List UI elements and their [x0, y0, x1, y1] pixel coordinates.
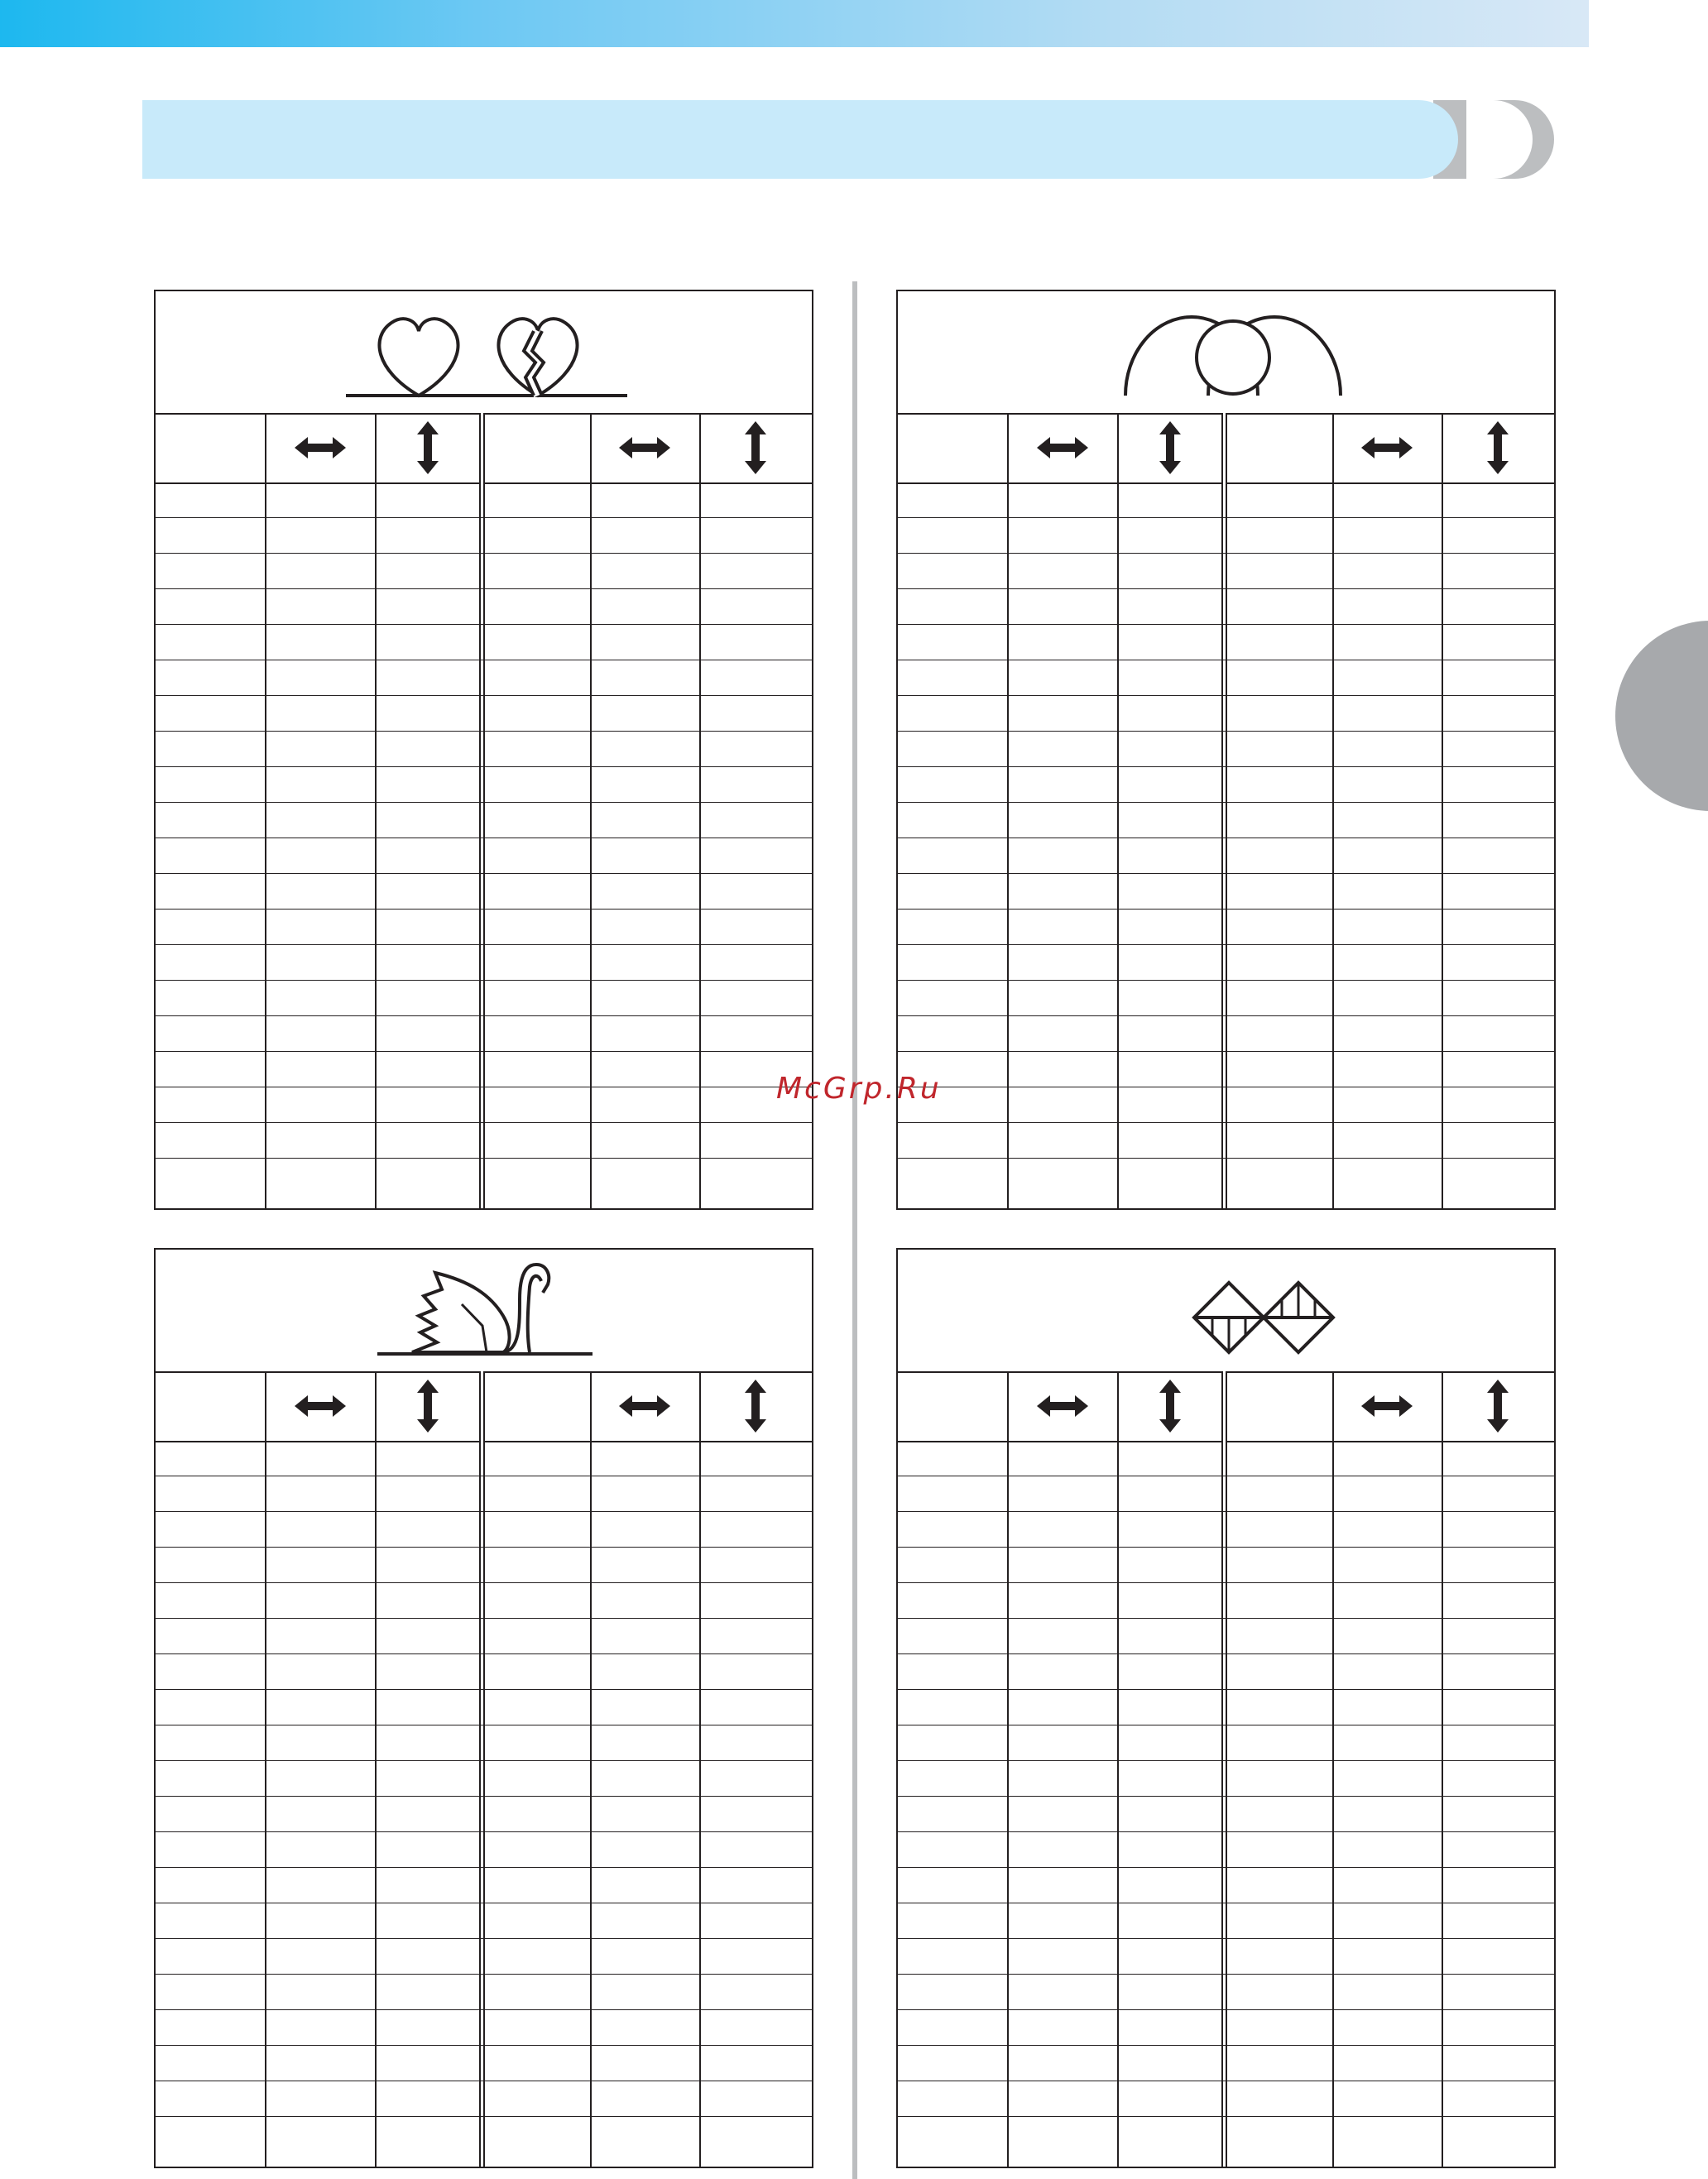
section-header-bar [142, 100, 1554, 179]
stitch-table-arcs [896, 290, 1556, 1210]
table-row [156, 2046, 812, 2081]
table-row [156, 981, 812, 1016]
vertical-arrow-icon [415, 1380, 440, 1437]
table-row [156, 1975, 812, 2010]
motif-header [898, 1250, 1554, 1373]
vertical-arrow-icon [743, 421, 768, 478]
table-row [156, 1441, 812, 1476]
table-row [156, 1619, 812, 1654]
table-row [156, 910, 812, 945]
horizontal-arrow-icon [1037, 1394, 1088, 1423]
table-row [156, 1939, 812, 1975]
table-row [898, 1939, 1554, 1975]
table-row [156, 945, 812, 981]
table-row [898, 1087, 1554, 1123]
horizontal-arrow-icon [295, 1394, 346, 1423]
table-row [156, 1123, 812, 1159]
table-body [156, 1441, 812, 2153]
table-row [156, 1548, 812, 1583]
table-row [898, 1903, 1554, 1939]
double-diamond-icon [898, 1250, 1554, 1371]
table-row [898, 589, 1554, 625]
table-row [898, 910, 1554, 945]
horizontal-arrow-icon [619, 435, 670, 464]
table-row [898, 767, 1554, 803]
vertical-arrow-icon [1485, 1380, 1510, 1437]
table-row [898, 482, 1554, 518]
stitch-table-hearts [154, 290, 813, 1210]
horizontal-arrow-icon [295, 435, 346, 464]
table-row [156, 518, 812, 554]
table-row [156, 554, 812, 589]
vertical-arrow-icon [743, 1380, 768, 1437]
motif-header [156, 291, 812, 415]
table-row [898, 1797, 1554, 1832]
table-body [898, 482, 1554, 1194]
horizontal-arrow-icon [1361, 1394, 1413, 1423]
table-row [156, 1512, 812, 1548]
table-row [156, 803, 812, 838]
table-row [156, 1868, 812, 1903]
table-row [898, 1512, 1554, 1548]
table-body [156, 482, 812, 1194]
vertical-arrow-icon [1485, 421, 1510, 478]
vertical-arrow-icon [1158, 1380, 1183, 1437]
horizontal-arrow-icon [1037, 435, 1088, 464]
table-row [156, 1583, 812, 1619]
table-row [898, 1690, 1554, 1725]
table-row [156, 1087, 812, 1123]
table-row [898, 1476, 1554, 1512]
column-divider [852, 281, 857, 2179]
table-row [898, 518, 1554, 554]
vertical-arrow-icon [1158, 421, 1183, 478]
table-row [156, 589, 812, 625]
arch-with-circle-icon [898, 291, 1554, 413]
table-row [156, 1159, 812, 1194]
table-row [898, 803, 1554, 838]
table-row [156, 696, 812, 732]
table-row [898, 838, 1554, 874]
table-row [898, 945, 1554, 981]
table-row [898, 2046, 1554, 2081]
table-row [156, 1761, 812, 1797]
table-row [898, 2010, 1554, 2046]
table-row [898, 625, 1554, 660]
table-row [898, 1975, 1554, 2010]
table-row [156, 2081, 812, 2117]
stitch-table-swan [154, 1248, 813, 2168]
horizontal-arrow-icon [619, 1394, 670, 1423]
table-row [898, 1123, 1554, 1159]
table-row [898, 660, 1554, 696]
table-row [156, 732, 812, 767]
watermark: McGrp.Ru [776, 1072, 942, 1106]
table-row [898, 1832, 1554, 1868]
table-row [898, 554, 1554, 589]
table-row [156, 2010, 812, 2046]
table-row [898, 1761, 1554, 1797]
table-row [156, 1052, 812, 1087]
horizontal-arrow-icon [1361, 435, 1413, 464]
motif-header [156, 1250, 812, 1373]
table-row [898, 1619, 1554, 1654]
swan-icon [156, 1250, 812, 1371]
table-row [898, 1654, 1554, 1690]
table-row [898, 1583, 1554, 1619]
table-row [898, 1725, 1554, 1761]
heart-and-broken-heart-icon [156, 291, 812, 413]
table-row [156, 1797, 812, 1832]
table-row [898, 1052, 1554, 1087]
table-row [898, 1016, 1554, 1052]
table-row [156, 1725, 812, 1761]
table-body [898, 1441, 1554, 2153]
stitch-table-diamonds [896, 1248, 1556, 2168]
table-row [898, 696, 1554, 732]
table-row [898, 1441, 1554, 1476]
table-row [156, 838, 812, 874]
table-row [898, 1159, 1554, 1194]
table-row [156, 2117, 812, 2153]
table-row [156, 767, 812, 803]
vertical-arrow-icon [415, 421, 440, 478]
table-row [898, 2081, 1554, 2117]
table-row [156, 660, 812, 696]
table-row [156, 625, 812, 660]
table-row [156, 1654, 812, 1690]
chapter-tab [1615, 621, 1708, 811]
table-row [898, 2117, 1554, 2153]
table-row [156, 1832, 812, 1868]
table-row [156, 1903, 812, 1939]
table-row [156, 482, 812, 518]
table-row [156, 1016, 812, 1052]
table-row [156, 1476, 812, 1512]
table-row [898, 874, 1554, 910]
table-row [156, 1690, 812, 1725]
table-row [898, 1548, 1554, 1583]
motif-header [898, 291, 1554, 415]
table-row [898, 1868, 1554, 1903]
table-row [156, 874, 812, 910]
top-color-bar [0, 0, 1589, 47]
table-row [898, 732, 1554, 767]
table-row [898, 981, 1554, 1016]
